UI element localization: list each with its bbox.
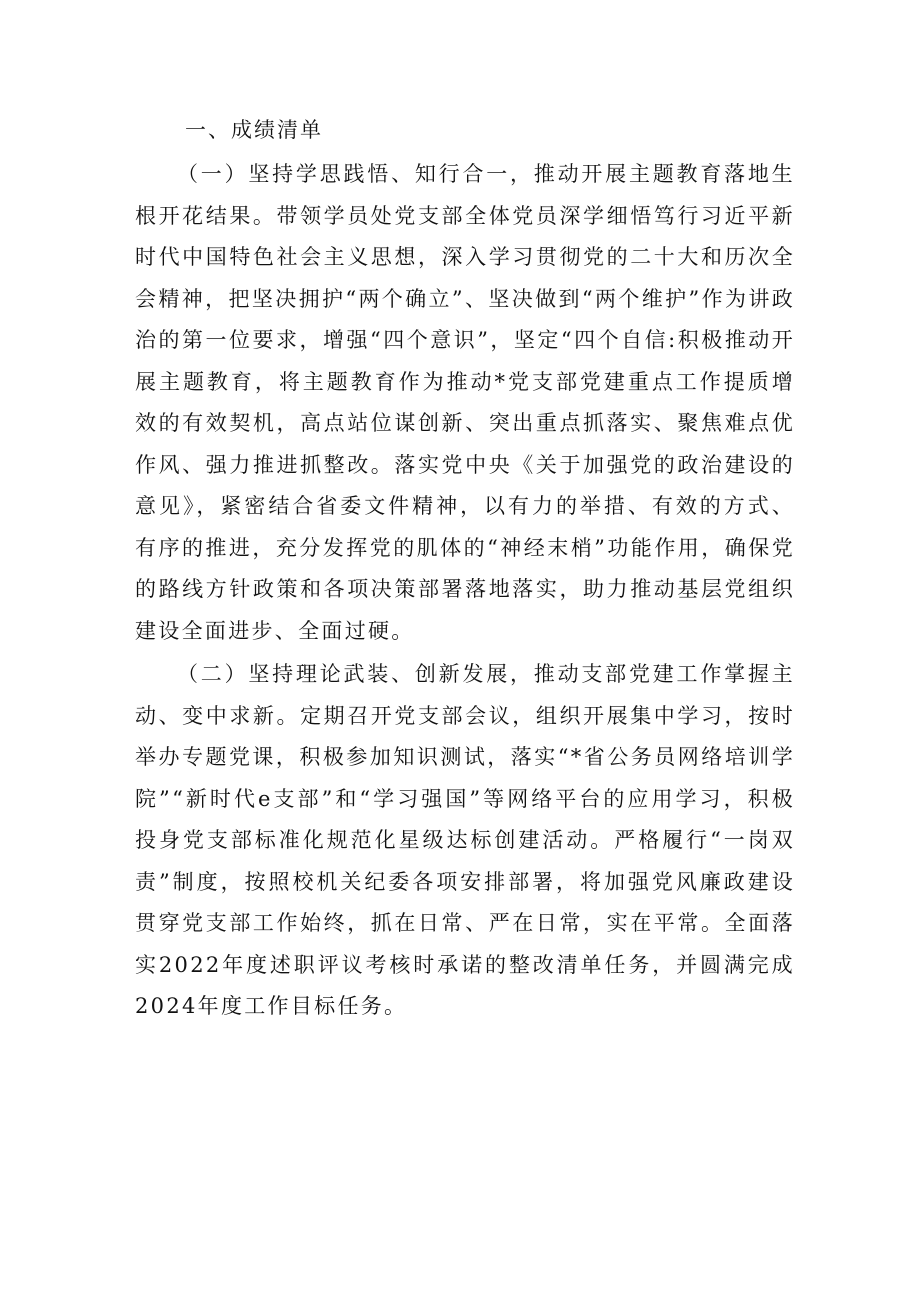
paragraph-1-body: 带领学员处党支部全体党员深学细悟笃行习近平新时代中国特色社会主义思想，深入学习贯彻党的二十大和历次全会精神，把坚决拥护“两个确立”、坚决做到“两个维护”作为讲政治的第一位要求，增强“四个意识”，坚定“四个自信:积极推动开展主题教育，将主题教育作为推动*党支部党建重点工作提质增效的有效契机，高点站位谋创新、突出重点抓落实、聚焦难点优作风、强力推进抓整改。落实党中央《关于加强党的政治建设的意见》，紧密结合省委文件精神，以有力的举措、有效的方式、有序的推进，充分发挥党的肌体的“神经末梢”功能作用，确保党的路线方针政策和各项决策部署落地落实，助力推动基层党组织建设全面进步、全面过硬。 — [135, 203, 795, 643]
paragraph-2-lead: （二）坚持理论武装、创新发展，推动支部党建工作掌握主动、变中求新。 — [135, 662, 795, 728]
paragraph-1-lead: （一）坚持学思践悟、知行合一，推动开展主题教育落地生根开花结果。 — [135, 162, 795, 228]
paragraph-2-body: 定期召开党支部会议，组织开展集中学习，按时举办专题党课，积极参加知识测试，落实“*省公务员网络培训学院”“新时代e支部”和“学习强国”等网络平台的应用学习，积极投身党支部标准化规范化星级达标创建活动。严格履行“一岗双责”制度，按照校机关纪委各项安排部署，将加强党风廉政建设贯穿党支部工作始终，抓在日常、严在日常，实在平常。全面落实2022年度述职评议考核时承诺的整改清单任务，并圆满完成2024年度工作目标任务。 — [135, 703, 795, 1018]
paragraph-2 — [135, 654, 795, 1028]
paragraph-1 — [135, 154, 795, 652]
section-heading: 一、成绩清单 — [185, 118, 323, 142]
document-body — [135, 106, 795, 1028]
